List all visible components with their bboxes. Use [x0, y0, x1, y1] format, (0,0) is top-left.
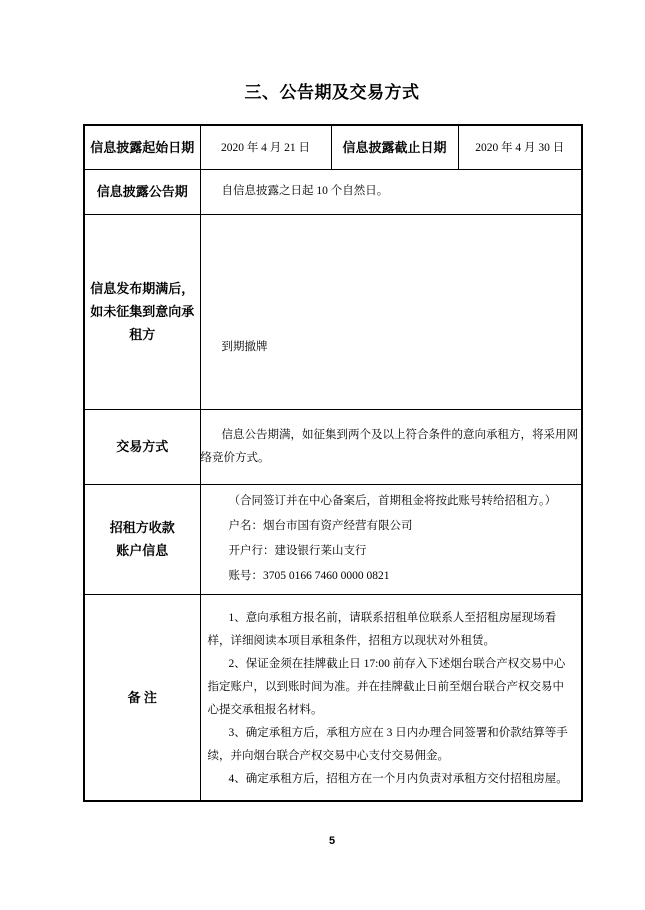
remark-item: 2、保证金须在挂牌截止日 17:00 前存入下述烟台联合产权交易中心指定账户，以到账时间为准。并在挂牌截止日前至烟台联合产权交易中心提交承租报名材料。 [207, 657, 566, 716]
remark-item: 4、确定承租方后，招租方在一个月内负责对承租方交付招租房屋。 [228, 772, 568, 785]
account-number-line: 账号：3705 0166 7460 0000 0821 [228, 570, 390, 582]
table-row-payee-account [84, 484, 582, 594]
disclosure-start-value: 2020 年 4 月 21 日 [200, 125, 331, 169]
remarks-label: 备 注 [84, 594, 200, 801]
expiry-label-line: 租方 [129, 327, 156, 342]
account-note-line: （合同签订并在中心备案后，首期租金将按此账号转给招租方。） [228, 495, 557, 507]
announcement-period-value: 自信息披露之日起 10 个自然日。 [200, 169, 582, 214]
table-row-transaction-method [84, 409, 582, 484]
expiry-no-tenant-label [84, 214, 200, 409]
announcement-table [83, 124, 583, 802]
announcement-period-label: 信息披露公告期 [84, 169, 200, 214]
transaction-method-value: 信息公告期满，如征集到两个及以上符合条件的意向承租方，将采用网络竞价方式。 [200, 409, 582, 484]
payee-label-line: 招租方收款 [109, 520, 175, 535]
table-row-announcement-period [84, 169, 582, 214]
payee-account-value [200, 484, 582, 594]
disclosure-start-label: 信息披露起始日期 [84, 125, 200, 169]
table-row-disclosure-dates [84, 125, 582, 169]
disclosure-end-label: 信息披露截止日期 [331, 125, 458, 169]
payee-account-label [84, 484, 200, 594]
remark-item: 1、意向承租方报名前，请联系招租单位联系人至招租房屋现场看样，详细阅读本项目承租条件，招租方以现状对外租赁。 [207, 611, 557, 647]
disclosure-end-value: 2020 年 4 月 30 日 [458, 125, 582, 169]
payee-label-line: 账户信息 [116, 543, 169, 558]
remarks-value [200, 594, 582, 801]
transaction-method-label: 交易方式 [84, 409, 200, 484]
expiry-no-tenant-value: 到期撤牌 [200, 214, 582, 409]
bank-branch-line: 开户行：建设银行莱山支行 [228, 545, 367, 557]
expiry-label-line: 如未征集到意向承 [90, 304, 195, 319]
expiry-label-line: 信息发布期满后， [90, 281, 195, 296]
table-row-remarks [84, 594, 582, 801]
table-row-expiry-no-tenant [84, 214, 582, 409]
account-holder-line: 户名：烟台市国有资产经营有限公司 [228, 520, 413, 532]
remark-item: 3、确定承租方后，承租方应在 3 日内办理合同签署和价款结算等手续，并向烟台联合产权交易中心支付交易佣金。 [207, 726, 568, 762]
page-title: 三、公告期及交易方式 [244, 83, 420, 102]
page-number: 5 [328, 835, 336, 847]
